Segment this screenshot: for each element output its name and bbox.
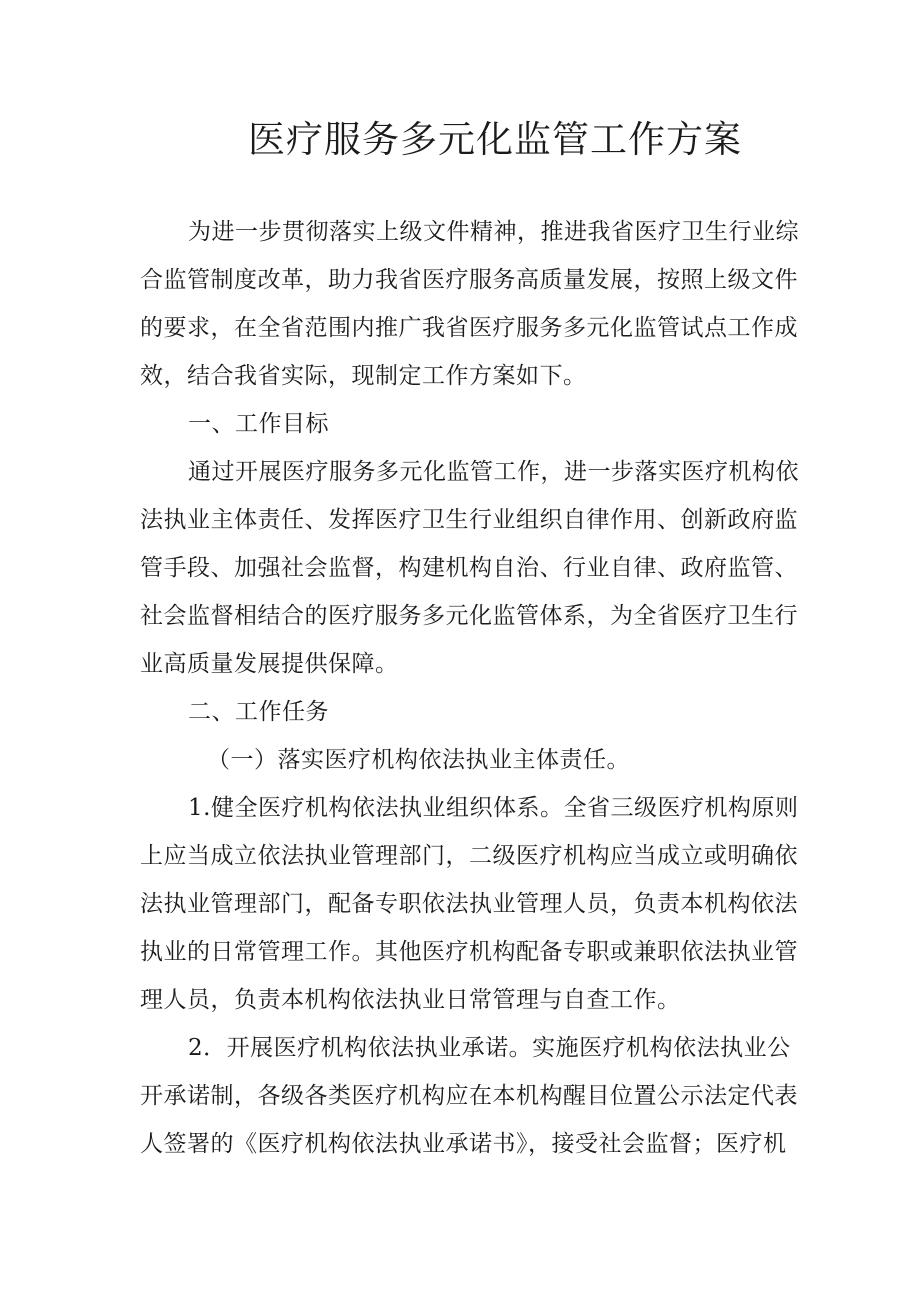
paragraph-line-3: 的要求，在全省范围内推广我省医疗服务多元化监管试点工作成 bbox=[140, 315, 798, 341]
paragraph-line-17: 理人员，负责本机构依法执业日常管理与自查工作。 bbox=[140, 987, 681, 1013]
section-heading-1: 一、工作目标 bbox=[188, 411, 329, 437]
paragraph-line-18: 2．开展医疗机构依法执业承诺。实施医疗机构依法执业公 bbox=[188, 1035, 791, 1061]
paragraph-line-10: 业高质量发展提供保障。 bbox=[140, 651, 399, 677]
paragraph-line-14: 上应当成立依法执业管理部门，二级医疗机构应当成立或明确依 bbox=[140, 843, 798, 869]
paragraph-line-4: 效，结合我省实际，现制定工作方案如下。 bbox=[140, 363, 587, 389]
subsection-heading-1: （一）落实医疗机构依法执业主体责任。 bbox=[207, 747, 630, 773]
paragraph-line-7: 法执业主体责任、发挥医疗卫生行业组织自律作用、创新政府监 bbox=[140, 507, 798, 533]
paragraph-line-13: 1.健全医疗机构依法执业组织体系。全省三级医疗机构原则 bbox=[188, 795, 799, 821]
paragraph-line-2: 合监管制度改革，助力我省医疗服务高质量发展，按照上级文件 bbox=[140, 267, 798, 293]
paragraph-line-20: 人签署的《医疗机构依法执业承诺书》，接受社会监督；医疗机 bbox=[140, 1131, 787, 1157]
paragraph-line-15: 法执业管理部门，配备专职依法执业管理人员，负责本机构依法 bbox=[140, 891, 798, 917]
paragraph-line-16: 执业的日常管理工作。其他医疗机构配备专职或兼职依法执业管 bbox=[140, 939, 798, 965]
document-title: 医疗服务多元化监管工作方案 bbox=[248, 118, 742, 161]
section-heading-2: 二、工作任务 bbox=[188, 699, 329, 725]
paragraph-line-6: 通过开展医疗服务多元化监管工作，进一步落实医疗机构依 bbox=[188, 459, 799, 485]
paragraph-line-9: 社会监督相结合的医疗服务多元化监管体系，为全省医疗卫生行 bbox=[140, 603, 798, 629]
paragraph-line-8: 管手段、加强社会监督，构建机构自治、行业自律、政府监管、 bbox=[140, 555, 798, 581]
paragraph-line-19: 开承诺制，各级各类医疗机构应在本机构醒目位置公示法定代表 bbox=[140, 1083, 798, 1109]
paragraph-line-1: 为进一步贯彻落实上级文件精神，推进我省医疗卫生行业综 bbox=[188, 219, 799, 245]
